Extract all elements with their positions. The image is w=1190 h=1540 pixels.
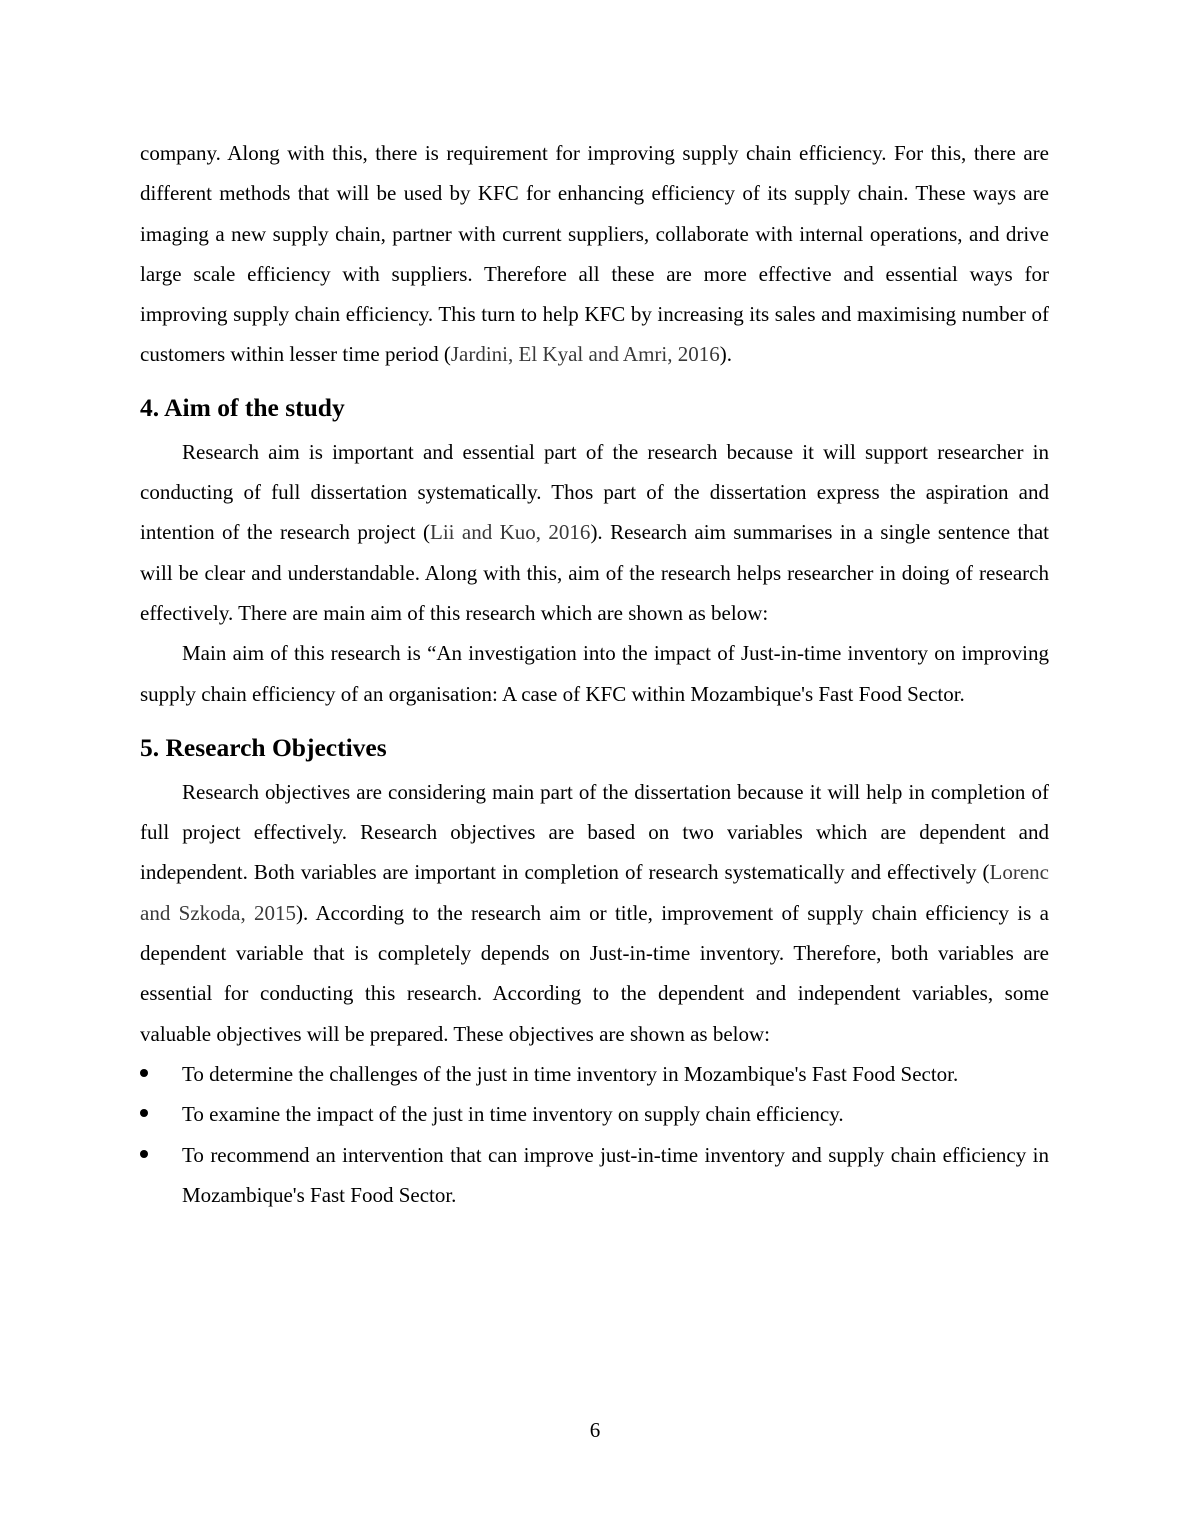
bullet-icon (140, 1069, 148, 1077)
main-aim-paragraph: Main aim of this research is “An investigation into the impact of Just-in-time inventory on improving supply chain efficiency of an organisation: A case of KFC within Mozambique's Fast Food Sector. (140, 641, 1049, 706)
citation-lorenc: Lorenc and Szkoda, 2015 (140, 860, 1049, 925)
list-item (140, 1094, 1049, 1134)
objectives-text: Research objectives are considering main part of the dissertation because it will help in completion of full project effectively. Research objectives are based on two variables which are dependent and independent. Both variables are important in completion of research systematically and effectively ( (140, 779, 1049, 885)
citation-jardini: Jardini, El Kyal and Amri, 2016 (450, 342, 720, 367)
intro-text: company. Along with this, there is requirement for improving supply chain efficiency. For this, there are different methods that will be used by KFC for enhancing efficiency of its supply chain. These ways are imaging a new supply chain, partner with current suppliers, collaborate with internal operations, and drive large scale efficiency with suppliers. Therefore all these are more effective and essential ways for improving supply chain efficiency. This turn to help KFC by increasing its sales and maximising number of customers within lesser time period ( (140, 141, 1049, 367)
intro-paragraph (140, 133, 1049, 375)
section-heading-aim: 4. Aim of the study (140, 392, 345, 422)
objectives-list (140, 1054, 1049, 1215)
aim-text: Research aim is important and essential part of the research because it will support researcher in conducting of full dissertation systematically. Thos part of the dissertation express the aspiration and intention of the research project ( (140, 439, 1049, 545)
objectives-paragraph (140, 772, 1049, 1054)
intro-text-end: ). (719, 342, 732, 367)
objective-text: To determine the challenges of the just in time inventory in Mozambique's Fast Food Sector. (182, 1061, 959, 1086)
aim-paragraph (140, 432, 1049, 633)
document-page (140, 133, 1049, 1215)
aim-text-end: ). Research aim summarises in a single sentence that will be clear and understandable. Along with this, aim of the research helps researcher in doing of research effectively. There are main aim of this research which are shown as below: (140, 520, 1050, 625)
citation-lii: Lii and Kuo, 2016 (430, 520, 591, 545)
objective-text: To examine the impact of the just in time inventory on supply chain efficiency. (182, 1102, 844, 1127)
objective-text: To recommend an intervention that can improve just-in-time inventory and supply chain efficiency in Mozambique's Fast Food Sector. (182, 1142, 1049, 1207)
list-item (140, 1135, 1049, 1216)
list-item (140, 1054, 1049, 1094)
bullet-icon (140, 1109, 148, 1117)
bullet-icon (140, 1150, 148, 1158)
page-number: 6 (589, 1418, 601, 1442)
section-heading-objectives: 5. Research Objectives (140, 732, 387, 762)
objectives-text-end: ). According to the research aim or title, improvement of supply chain efficiency is a dependent variable that is completely depends on Just-in-time inventory. Therefore, both variables are essential for conducting this research. According to the dependent and independent variables, some valuable objectives will be prepared. These objectives are shown as below: (140, 900, 1049, 1046)
